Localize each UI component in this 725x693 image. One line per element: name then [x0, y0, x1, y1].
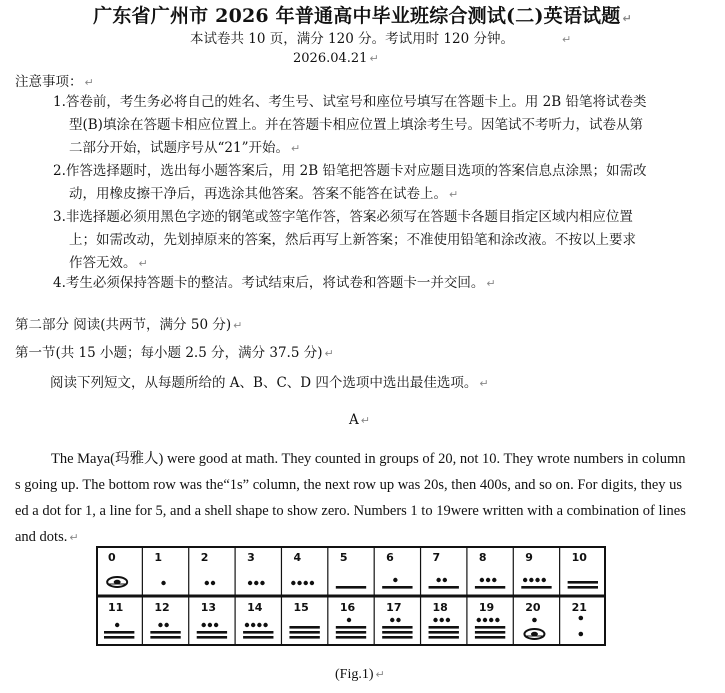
bar-glyph: [289, 636, 319, 639]
figure-caption: (Fig.1) ↵: [335, 667, 385, 682]
dot-glyph: [529, 578, 533, 582]
bar-glyph: [475, 586, 505, 589]
numeral-label: 9: [525, 551, 533, 564]
dot-glyph: [480, 578, 484, 582]
dot-glyph: [251, 623, 255, 627]
numeral-label: 18: [432, 601, 448, 614]
bar-glyph: [521, 586, 551, 589]
numeral-label: 12: [154, 601, 170, 614]
bar-glyph: [429, 631, 459, 634]
dot-glyph: [579, 616, 584, 621]
dot-glyph: [446, 618, 450, 622]
dot-glyph: [440, 618, 444, 622]
bar-glyph: [104, 631, 134, 634]
dot-glyph: [396, 618, 400, 622]
dot-glyph: [523, 578, 527, 582]
dot-glyph: [535, 578, 539, 582]
passage-text: [15, 446, 715, 551]
numeral-label: 14: [247, 601, 263, 614]
numeral-label: 0: [108, 551, 116, 564]
dot-glyph: [158, 623, 162, 627]
bar-glyph: [475, 636, 505, 639]
passage-line: and dots. ↵: [15, 529, 79, 545]
dot-glyph: [579, 632, 584, 637]
dot-glyph: [211, 581, 215, 585]
dot-glyph: [208, 623, 212, 627]
exam-date: 2026.04.21 ↵: [293, 51, 379, 66]
bar-glyph: [382, 586, 412, 589]
bar-glyph: [429, 626, 459, 629]
bar-glyph: [243, 631, 273, 634]
dot-glyph: [390, 618, 394, 622]
passage-line: The Maya(玛雅人) were good at math. They counted in groups of 20, not 10. They wrote numbers in column: [51, 451, 686, 467]
dot-glyph: [248, 581, 252, 585]
notice-line: 2.作答选择题时，选出每小题答案后，用 2B 铅笔把答题卡对应题目选项的答案信息点涂黑；如需改: [53, 163, 647, 179]
dot-glyph: [532, 618, 537, 623]
dot-glyph: [492, 578, 496, 582]
numeral-label: 20: [525, 601, 541, 614]
numeral-label: 21: [571, 601, 587, 614]
bar-glyph: [289, 626, 319, 629]
exam-title: 广东省广州市 2026 年普通高中毕业班综合测试(二)英语试题 ↵: [93, 5, 632, 27]
numeral-label: 17: [386, 601, 402, 614]
numeral-label: 15: [293, 601, 309, 614]
dot-glyph: [483, 618, 487, 622]
numeral-label: 13: [200, 601, 217, 614]
dot-glyph: [347, 618, 351, 622]
bar-glyph: [429, 636, 459, 639]
dot-glyph: [205, 581, 209, 585]
dot-glyph: [297, 581, 301, 585]
notice-line: 型(B)填涂在答题卡相应位置上。并在答题卡相应位置上填涂考生号。因笔试不考听力，试卷从第: [69, 117, 643, 133]
bar-glyph: [104, 636, 134, 639]
notice-item-3: [53, 206, 636, 275]
dot-glyph: [260, 581, 264, 585]
notice-line: 3.非选择题必须用黑色字迹的钢笔或签字笔作答，答案必须写在答题卡各题目指定区域内相应位置: [53, 209, 633, 225]
numeral-label: 2: [200, 551, 209, 564]
dot-glyph: [115, 623, 119, 627]
numeral-label: 8: [478, 551, 487, 564]
numeral-label: 16: [339, 601, 356, 614]
bar-glyph: [429, 586, 459, 589]
dot-glyph: [304, 581, 308, 585]
dot-glyph: [495, 618, 499, 622]
numeral-label: 7: [432, 551, 441, 564]
bar-glyph: [336, 626, 366, 629]
notice-line: 作答无效。 ↵: [69, 255, 148, 271]
numeral-label: 3: [247, 551, 255, 564]
dot-glyph: [443, 578, 447, 582]
dot-glyph: [245, 623, 249, 627]
bar-glyph: [382, 631, 412, 634]
dot-glyph: [433, 618, 437, 622]
dot-glyph: [257, 623, 261, 627]
dot-glyph: [310, 581, 314, 585]
dot-glyph: [393, 578, 397, 582]
reading-instruction: 阅读下列短文，从每题所给的 A、B、C、D 四个选项中选出最佳选项。 ↵: [50, 375, 489, 391]
dot-glyph: [436, 578, 440, 582]
bar-glyph: [336, 586, 366, 589]
dot-glyph: [542, 578, 546, 582]
bar-glyph: [197, 636, 227, 639]
bar-glyph: [382, 626, 412, 629]
numeral-label: 1: [154, 551, 163, 564]
bar-glyph: [382, 636, 412, 639]
notice-line: 动，用橡皮擦干净后，再选涂其他答案。答案不能答在试卷上。 ↵: [69, 186, 459, 202]
passage-label: A ↵: [349, 412, 370, 428]
bar-glyph: [150, 631, 180, 634]
part2-heading: 第二部分 阅读(共两节，满分 50 分) ↵: [15, 317, 243, 333]
maya-numerals-figure: [96, 546, 606, 646]
numeral-label: 6: [386, 551, 394, 564]
passage-line: s going up. The bottom row was the“1s” column, the next row up was 20s, then 400s, and so on. For digits, they us: [15, 477, 683, 493]
bar-glyph: [568, 581, 598, 584]
bar-glyph: [336, 636, 366, 639]
bar-glyph: [475, 631, 505, 634]
numeral-label: 19: [478, 601, 495, 614]
dot-glyph: [254, 581, 258, 585]
dot-glyph: [291, 581, 295, 585]
exam-info: 本试卷共 10 页，满分 120 分。考试用时 120 分钟。 ↵: [190, 31, 572, 47]
dot-glyph: [161, 581, 165, 585]
bar-glyph: [150, 636, 180, 639]
dot-glyph: [486, 578, 490, 582]
dot-glyph: [214, 623, 218, 627]
numeral-label: 11: [108, 601, 124, 614]
dot-glyph: [477, 618, 481, 622]
bar-glyph: [568, 586, 598, 589]
dot-glyph: [202, 623, 206, 627]
notice-item-2: [53, 160, 646, 206]
bar-glyph: [475, 626, 505, 629]
notice-item-4: 4.考生必须保持答题卡的整洁。考试结束后，将试卷和答题卡一并交回。 ↵: [53, 275, 496, 291]
passage-line: ed a dot for 1, a line for 5, and a shell shape to show zero. Numbers 1 to 19were written with a combination of lines: [15, 503, 686, 519]
notice-line: 1.答卷前，考生务必将自己的姓名、考生号、试室号和座位号填写在答题卡上。用 2B 铅笔将试卷类: [53, 94, 647, 110]
notice-line: 二部分开始，试题序号从“21”开始。 ↵: [69, 140, 301, 156]
numeral-label: 5: [339, 551, 348, 564]
bar-glyph: [336, 631, 366, 634]
dot-glyph: [489, 618, 493, 622]
numeral-label: 10: [571, 551, 587, 564]
bar-glyph: [243, 636, 273, 639]
dot-glyph: [164, 623, 168, 627]
bar-glyph: [197, 631, 227, 634]
notice-line: 上；如需改动，先划掉原来的答案，然后再写上新答案；不准使用铅笔和涂改液。不按以上要求: [69, 232, 636, 248]
section1-heading: 第一节(共 15 小题；每小题 2.5 分，满分 37.5 分) ↵: [15, 345, 334, 361]
numeral-label: 4: [293, 551, 302, 564]
bar-glyph: [289, 631, 319, 634]
notice-heading: 注意事项： ↵: [15, 74, 94, 90]
dot-glyph: [263, 623, 267, 627]
notice-item-1: [53, 91, 646, 160]
